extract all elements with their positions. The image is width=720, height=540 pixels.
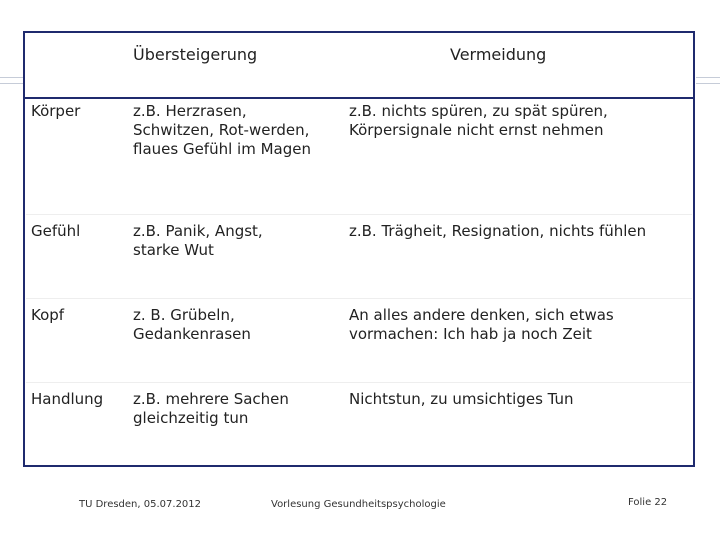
header-uebersteigerung: Übersteigerung [133,45,258,64]
footer-date: TU Dresden, 05.07.2012 [79,499,202,510]
cell-handlung-vermeidung [349,390,574,409]
decorative-line-left-bottom [0,83,24,84]
cell-line: flaues Gefühl im Magen [133,140,311,158]
cell-koerper-uebersteigerung [133,102,311,159]
cell-handlung-uebersteigerung [133,390,289,428]
decorative-line-left-top [0,77,24,78]
table-header-rule [23,97,695,99]
cell-koerper-vermeidung [349,102,608,140]
decorative-line-right-top [696,77,720,78]
cell-line: gleichzeitig tun [133,409,249,427]
footer-course-title: Vorlesung Gesundheitspsychologie [271,499,446,510]
header-vermeidung: Vermeidung [450,45,547,64]
cell-gefuehl-uebersteigerung [133,222,263,260]
cell-line: vormachen: Ich hab ja noch Zeit [349,325,592,343]
cell-line: Gedankenrasen [133,325,251,343]
cell-line: Schwitzen, Rot-werden, [133,121,310,139]
cell-line: z.B. Trägheit, Resignation, nichts fühlen [349,222,647,240]
cell-line: An alles andere denken, sich etwas [349,306,614,324]
cell-line: Nichtstun, zu umsichtiges Tun [349,390,574,408]
cell-line: Körpersignale nicht ernst nehmen [349,121,604,139]
row-separator [26,214,692,215]
cell-line: z.B. mehrere Sachen [133,390,289,408]
decorative-line-right-bottom [696,83,720,84]
cell-line: starke Wut [133,241,214,259]
cell-line: z.B. Herzrasen, [133,102,247,120]
row-separator [26,382,692,383]
row-label-handlung: Handlung [31,390,104,408]
cell-line: z.B. nichts spüren, zu spät spüren, [349,102,608,120]
row-label-koerper: Körper [31,102,81,120]
cell-line: z.B. Panik, Angst, [133,222,263,240]
cell-kopf-uebersteigerung [133,306,251,344]
cell-gefuehl-vermeidung [349,222,646,241]
row-separator [26,298,692,299]
footer-slide-number: Folie 22 [628,497,668,508]
cell-line: z. B. Grübeln, [133,306,235,324]
cell-kopf-vermeidung [349,306,614,344]
row-label-gefuehl: Gefühl [31,222,81,240]
row-label-kopf: Kopf [31,306,65,324]
